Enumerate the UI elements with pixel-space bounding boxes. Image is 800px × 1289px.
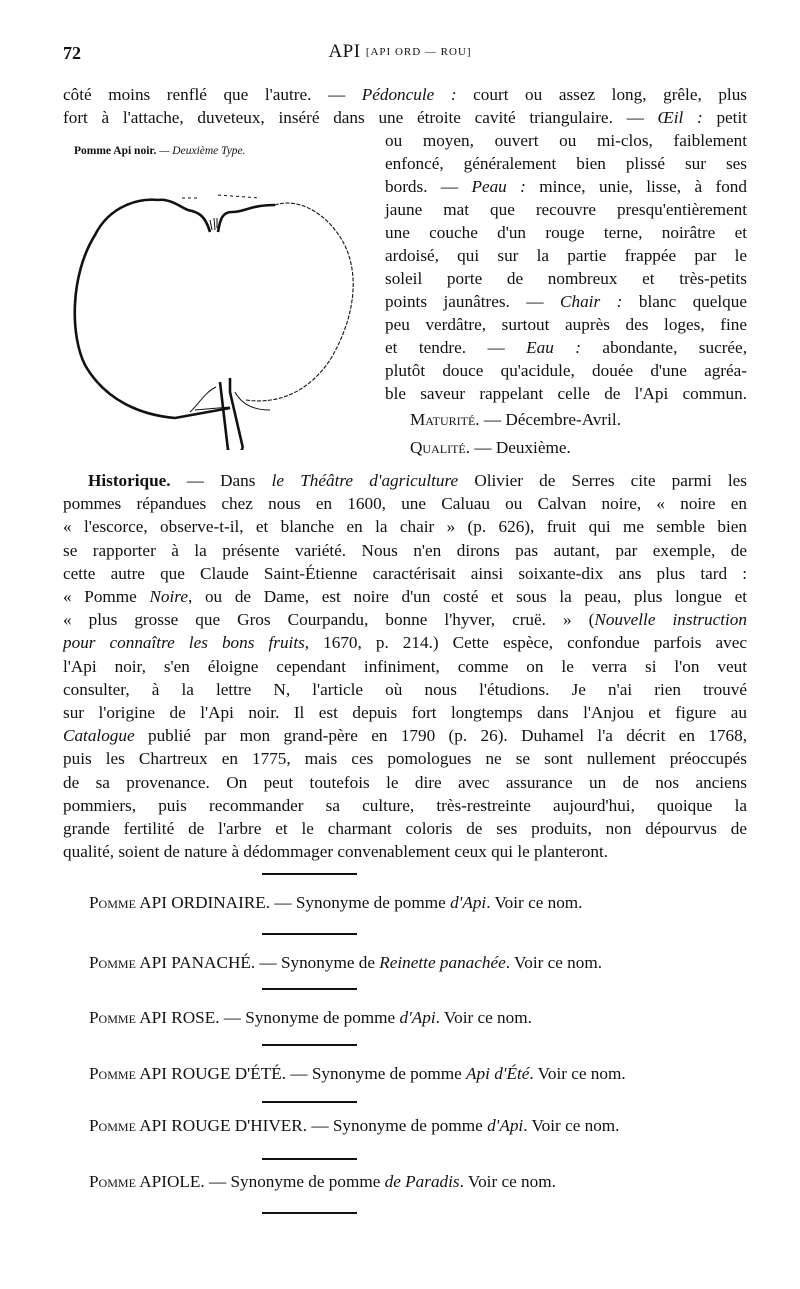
synonym-entry <box>89 1008 532 1028</box>
text: grande fertilité de l'arbre et le charmant coloris de ses produits, non dépourvus de <box>63 819 747 838</box>
synonym-text: — Synonyme de pomme <box>270 893 451 912</box>
text: consulter, à la lettre N, l'article où nous l'étudions. Je n'ai rien trouvé <box>63 679 747 699</box>
synonym-name: API ORDINAIRE. <box>139 893 271 912</box>
synonym-entry <box>89 1116 619 1136</box>
apple-outline-right <box>246 203 353 401</box>
synonym-prefix: Pomme <box>89 953 136 972</box>
italic-text: Noire <box>149 587 188 606</box>
running-head-title: API <box>328 41 361 62</box>
historique-line <box>63 818 747 840</box>
synonym-text: — Synonyme de pomme <box>307 1116 488 1135</box>
term: Peau : <box>471 177 526 196</box>
separator-rule <box>262 873 357 875</box>
description-line <box>385 291 747 313</box>
qualite-label: Qualité. <box>410 438 471 457</box>
synonym-prefix: Pomme <box>89 893 136 912</box>
description-line <box>385 130 747 152</box>
figure-caption <box>74 145 246 157</box>
text: ardoisé, qui sur la partie frappée par le <box>385 246 747 265</box>
synonym-entry <box>89 1172 556 1192</box>
text: « plus grosse que Gros Courpandu, bonne l'hyver, cruë. » ( <box>63 610 595 630</box>
text: publié par mon grand-père en 1790 (p. 26). Duhamel l'a décrit en 1768, <box>134 726 747 746</box>
description-line <box>63 84 747 106</box>
synonym-name: API ROUGE D'ÉTÉ. <box>139 1064 287 1083</box>
separator-rule <box>262 1212 357 1214</box>
text: , ou de Dame, est noire d'un costé et sous la peau, plus longue et <box>187 587 747 606</box>
text: soleil porte de nombreux et très-petits <box>385 269 747 288</box>
synonym-reference: d'Api <box>487 1116 524 1135</box>
caption-type: — Deuxième Type. <box>159 145 246 157</box>
synonym-text: — Synonyme de pomme <box>204 1172 385 1191</box>
historique-line <box>63 702 747 724</box>
synonym-suffix: . Voir ce nom. <box>529 1064 626 1083</box>
text: petit <box>702 108 747 127</box>
synonym-entry <box>89 953 602 973</box>
separator-rule <box>262 988 357 990</box>
text: puis les Chartreux en 1775, mais ces pomologues ne se sont nullement préoccupés <box>63 749 747 769</box>
synonym-entry <box>89 1064 626 1084</box>
synonym-name: API ROSE. <box>139 1008 220 1027</box>
text: pommes répandues chez nous en 1600, une Caluau ou Calvan noire, « noire en <box>63 494 747 514</box>
text: sur l'origine de l'Api noir. Il est depuis fort longtemps dans l'Anjou et figure au <box>63 703 747 722</box>
description-line <box>385 383 747 405</box>
historique-line <box>63 516 747 538</box>
maturite-value: — Décembre-Avril. <box>479 410 621 429</box>
description-line <box>385 337 747 359</box>
text: se rapporter à la présente variété. Nous n'en dirons pas autant, par exemple, de <box>63 540 747 560</box>
text: abondante, sucrée, <box>581 338 747 357</box>
text: ou moyen, ouvert ou mi-clos, faiblement <box>385 131 747 150</box>
synonym-suffix: . Voir ce nom. <box>523 1116 620 1135</box>
historique-line <box>63 772 747 794</box>
synonym-entry <box>89 893 582 913</box>
description-line <box>385 245 747 267</box>
apple-top-dashes <box>182 195 260 198</box>
historique-line <box>63 493 747 515</box>
historique-line <box>63 841 747 863</box>
text: enfoncé, généralement bien plissé sur ses <box>385 154 747 173</box>
historique-line <box>63 586 747 608</box>
text: — Dans <box>170 471 272 490</box>
text: peu verdâtre, surtout auprès des loges, fine <box>385 315 747 334</box>
apple-outline-left <box>75 200 230 418</box>
text: ble saveur rappelant celle de l'Api commun. <box>385 384 747 403</box>
qualite-value: — Deuxième. <box>470 438 571 457</box>
apple-eye-folds <box>210 218 217 230</box>
historique-line <box>63 656 747 678</box>
term: Eau : <box>526 338 581 357</box>
maturite-label: Maturité. <box>410 410 480 429</box>
text: Olivier de Serres cite parmi les <box>458 471 747 490</box>
synonym-name: API PANACHÉ. <box>139 953 256 972</box>
historique-line <box>63 795 747 817</box>
description-line <box>385 176 747 198</box>
text: points jaunâtres. — <box>385 292 561 311</box>
synonym-reference: d'Api <box>399 1008 436 1027</box>
synonym-text: — Synonyme de pomme <box>286 1064 467 1083</box>
apple-stem <box>220 378 243 450</box>
text: mince, unie, lisse, à fond <box>525 177 747 196</box>
term: Œil : <box>657 108 703 127</box>
synonym-prefix: Pomme <box>89 1064 136 1083</box>
synonym-reference: Reinette panachée <box>379 953 506 972</box>
synonym-reference: Api d'Été <box>466 1064 530 1083</box>
historique-line <box>63 725 747 747</box>
italic-text: Catalogue <box>63 726 135 746</box>
synonym-text: — Synonyme de <box>255 953 380 972</box>
separator-rule <box>262 1101 357 1103</box>
historique-line <box>88 470 747 492</box>
term: Pédoncule : <box>361 85 457 104</box>
historique-line <box>63 563 747 585</box>
historique-line <box>63 540 747 562</box>
description-line <box>385 222 747 244</box>
text: jaune mat que recouvre presqu'entièrement <box>385 200 747 219</box>
description-line <box>385 360 747 382</box>
running-head <box>0 41 800 63</box>
running-head-range: [API ORD — ROU] <box>365 46 472 58</box>
description-line <box>385 314 747 336</box>
text: une couche d'un rouge terne, noirâtre et <box>385 223 747 242</box>
apple-illustration <box>70 160 370 450</box>
text: « l'escorce, observe-t-il, et blanche en la chair » (p. 626), fruit qui me semble bien <box>63 517 747 537</box>
text: plutôt douce qu'acidule, douée d'une agréa- <box>385 361 747 380</box>
historique-line <box>63 679 747 701</box>
historique-label: Historique. <box>88 471 171 490</box>
text: cette autre que Claude Saint-Étienne caractérisait ainsi soixante-dix ans plus tard : <box>63 563 747 583</box>
caption-title: Pomme Api noir. <box>74 145 157 157</box>
separator-rule <box>262 1044 357 1046</box>
page-number: 72 <box>63 43 81 63</box>
synonym-suffix: . Voir ce nom. <box>435 1008 532 1027</box>
text: côté moins renflé que l'autre. — <box>63 85 362 104</box>
synonym-suffix: . Voir ce nom. <box>505 953 603 972</box>
qualite-line <box>410 438 571 458</box>
text: de sa provenance. On peut toutefois le dire avec assurance un de nos anciens <box>63 772 747 792</box>
synonym-prefix: Pomme <box>89 1172 136 1191</box>
historique-line <box>63 748 747 770</box>
text: « Pomme <box>63 587 150 606</box>
synonym-name: API ROUGE D'HIVER. <box>139 1116 308 1135</box>
synonym-reference: d'Api <box>450 893 487 912</box>
separator-rule <box>262 1158 357 1160</box>
historique-line <box>63 609 747 631</box>
work-title: le Théâtre d'agriculture <box>271 471 459 490</box>
term: Chair : <box>560 292 623 311</box>
synonym-prefix: Pomme <box>89 1008 136 1027</box>
description-line <box>385 268 747 290</box>
separator-rule <box>262 933 357 935</box>
synonym-name: APIOLE. <box>139 1172 205 1191</box>
synonym-reference: de Paradis <box>384 1172 460 1191</box>
maturite-line <box>410 410 621 430</box>
text: bords. — <box>385 177 472 196</box>
synonym-suffix: . Voir ce nom. <box>486 893 583 912</box>
text: blanc quelque <box>622 292 747 311</box>
text: l'Api noir, s'en éloigne cependant infiniment, comme on le verra si l'on veut <box>63 656 747 676</box>
text: qualité, soient de nature à dédommager convenablement ceux qui le planteront. <box>63 842 609 862</box>
historique-line <box>63 632 747 654</box>
text: court ou assez long, grêle, plus <box>456 85 747 104</box>
text: fort à l'attache, duveteux, inséré dans une étroite cavité triangulaire. — <box>63 108 658 127</box>
description-line <box>385 153 747 175</box>
synonym-suffix: . Voir ce nom. <box>459 1172 556 1191</box>
description-line <box>385 199 747 221</box>
synonym-prefix: Pomme <box>89 1116 136 1135</box>
description-line <box>63 107 747 129</box>
synonym-text: — Synonyme de pomme <box>219 1008 400 1027</box>
italic-text: Nouvelle instruction <box>594 610 747 630</box>
text: et tendre. — <box>385 338 527 357</box>
italic-text: pour connaître les bons fruits <box>63 633 305 653</box>
text: , 1670, p. 214.) Cette espèce, confondue parfois avec <box>304 633 747 653</box>
text: pommiers, puis recommander sa culture, très-restreinte aujourd'hui, quoique la <box>63 795 747 815</box>
